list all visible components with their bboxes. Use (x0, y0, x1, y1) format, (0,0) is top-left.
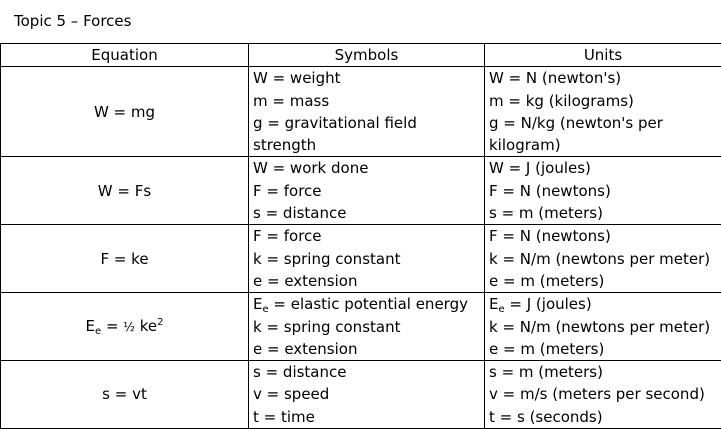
table-row (1, 225, 721, 293)
symbol-line: F = force (253, 181, 322, 200)
symbols-cell (249, 361, 485, 429)
unit-line: v = m/s (meters per second) (489, 385, 705, 404)
units-cell (485, 157, 721, 225)
symbol-line (253, 293, 480, 315)
equation-superscript: 2 (157, 317, 164, 329)
unit-line: F = N (newtons) (489, 227, 611, 246)
unit-line: e = m (meters) (489, 339, 605, 358)
equation-cell: s = vt (1, 361, 249, 429)
table-row (1, 293, 721, 361)
equation-cell: W = mg (1, 67, 249, 157)
symbol-line: t = time (253, 407, 315, 426)
unit-line: g = N/kg (newton's per (489, 113, 663, 132)
unit-line: F = N (newtons) (489, 181, 611, 200)
equation-fraction: ½ (123, 320, 135, 335)
unit-line: m = kg (kilograms) (489, 91, 634, 110)
equation-base: E (85, 317, 96, 336)
table-row (1, 157, 721, 225)
symbol-line: W = work done (253, 159, 369, 178)
symbol-line: s = distance (253, 204, 347, 223)
unit-base: E (489, 295, 499, 314)
symbols-cell (249, 157, 485, 225)
symbol-line: g = gravitational field (253, 113, 417, 132)
unit-rest: = J (joules) (504, 295, 592, 314)
units-cell (485, 67, 721, 157)
symbol-subscript: e (262, 304, 269, 316)
symbol-line: m = mass (253, 91, 330, 110)
unit-line: W = N (newton's) (489, 69, 622, 88)
equation-cell: F = ke (1, 225, 249, 293)
unit-line: s = m (meters) (489, 363, 603, 382)
table-row (1, 67, 721, 157)
units-cell (485, 293, 721, 361)
header-units: Units (485, 44, 721, 67)
unit-line: W = J (joules) (489, 159, 591, 178)
equation-cell: W = Fs (1, 157, 249, 225)
equation-cell (1, 293, 249, 361)
equation-equals: = (101, 317, 124, 336)
units-cell (485, 361, 721, 429)
unit-line: k = N/m (newtons per meter) (489, 249, 711, 268)
header-symbols: Symbols (249, 44, 485, 67)
symbol-line: e = extension (253, 339, 358, 358)
units-cell (485, 225, 721, 293)
symbol-line: k = spring constant (253, 317, 401, 336)
symbol-line: F = force (253, 227, 322, 246)
unit-line: k = N/m (newtons per meter) (489, 317, 711, 336)
unit-line (489, 293, 717, 315)
symbol-line: s = distance (253, 363, 347, 382)
symbol-line: W = weight (253, 69, 341, 88)
header-equation: Equation (1, 44, 249, 67)
page-title: Topic 5 – Forces (14, 12, 132, 30)
unit-line: t = s (seconds) (489, 407, 603, 426)
forces-table (0, 43, 721, 429)
unit-line: e = m (meters) (489, 271, 605, 290)
header-row (1, 44, 721, 67)
symbol-base: E (253, 295, 263, 314)
equation-subscript: e (95, 326, 102, 338)
symbols-cell (249, 225, 485, 293)
unit-line: kilogram) (489, 136, 561, 155)
unit-line: s = m (meters) (489, 204, 603, 223)
symbol-line: k = spring constant (253, 249, 401, 268)
symbol-rest: = elastic potential energy (268, 295, 468, 314)
symbols-cell (249, 293, 485, 361)
unit-subscript: e (498, 304, 505, 316)
symbol-line: strength (253, 136, 317, 155)
table-row (1, 361, 721, 429)
equation-term: ke (134, 317, 158, 336)
symbol-line: e = extension (253, 271, 358, 290)
symbols-cell (249, 67, 485, 157)
symbol-line: v = speed (253, 385, 330, 404)
